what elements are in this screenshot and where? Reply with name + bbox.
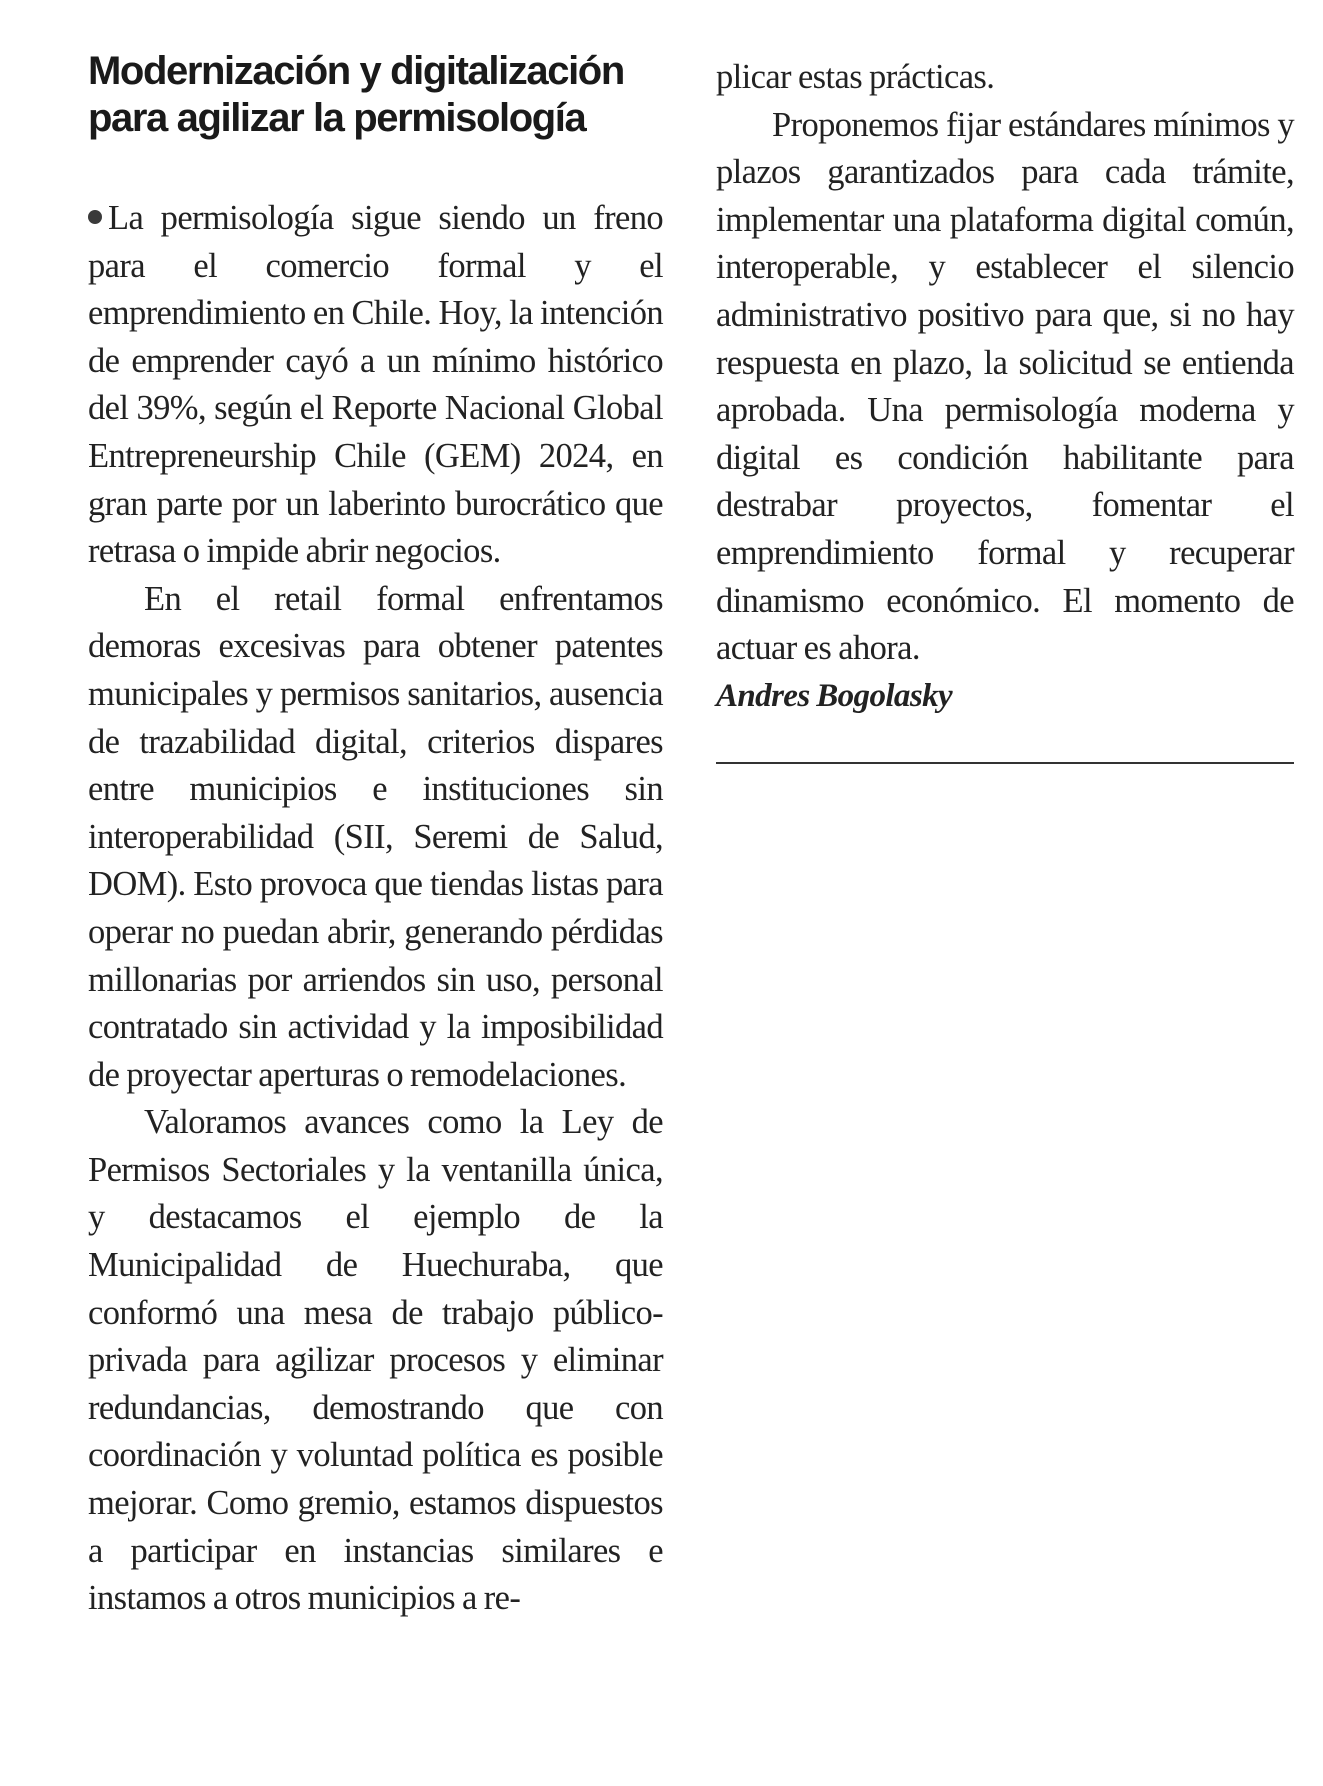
- article-paragraph: En el retail formal enfrentamos demoras excesivas para obtener patentes municipales y permisos sanitarios, ausencia de trazabilidad digital, criterios dispares entre municipios e instituciones sin interoperabilidad (SII, Seremi de Salud, DOM). Esto provoca que tiendas listas para operar no puedan abrir, generando pérdidas millonarias por arriendos sin uso, personal contratado sin actividad y la imposibilidad de proyectar aperturas o remodelaciones.: [88, 579, 663, 1094]
- paragraph-text: La permisología sigue siendo un freno para el comercio formal y el emprendimiento en Chile. Hoy, la intención de emprender cayó a un mínimo histórico del 39%, según el Reporte Nacional Global Entrepreneurship Chile (GEM) 2024, en gran parte por un laberinto burocrático que retrasa o impide abrir negocios.: [88, 199, 663, 571]
- article-right-column: [716, 54, 1294, 764]
- author-signature: Andres Bogolasky: [716, 677, 953, 714]
- divider: [716, 762, 1294, 764]
- article-paragraph: plicar estas prácticas.: [716, 58, 995, 96]
- bullet-icon: [88, 210, 102, 224]
- article-paragraph: Valoramos avances como la Ley de Permisos Sectoriales y la ventanilla única, y destacamos el ejemplo de la Municipalidad de Huechuraba, que conformó una mesa de trabajo público-privada para agilizar procesos y eliminar redundancias, demostrando que con coordinación y voluntad política es posible mejorar. Como gremio, estamos dispuestos a participar en instancias similares e instamos a otros municipios a re-: [88, 1103, 663, 1618]
- article-paragraph: [88, 195, 663, 576]
- article-headline: Modernización y digitalización para agilizar la permisología: [88, 49, 624, 140]
- article-paragraph: Proponemos fijar estándares mínimos y plazos garantizados para cada trámite, implementar una plataforma digital común, interoperable, y establecer el silencio administrativo positivo para que, si no hay respuesta en plazo, la solicitud se entienda aprobada. Una permisología moderna y digital es condición habilitante para destrabar proyectos, fomentar el emprendimiento formal y recuperar dinamismo económico. El momento de actuar es ahora.: [716, 105, 1294, 668]
- article-left-column: [88, 195, 663, 1623]
